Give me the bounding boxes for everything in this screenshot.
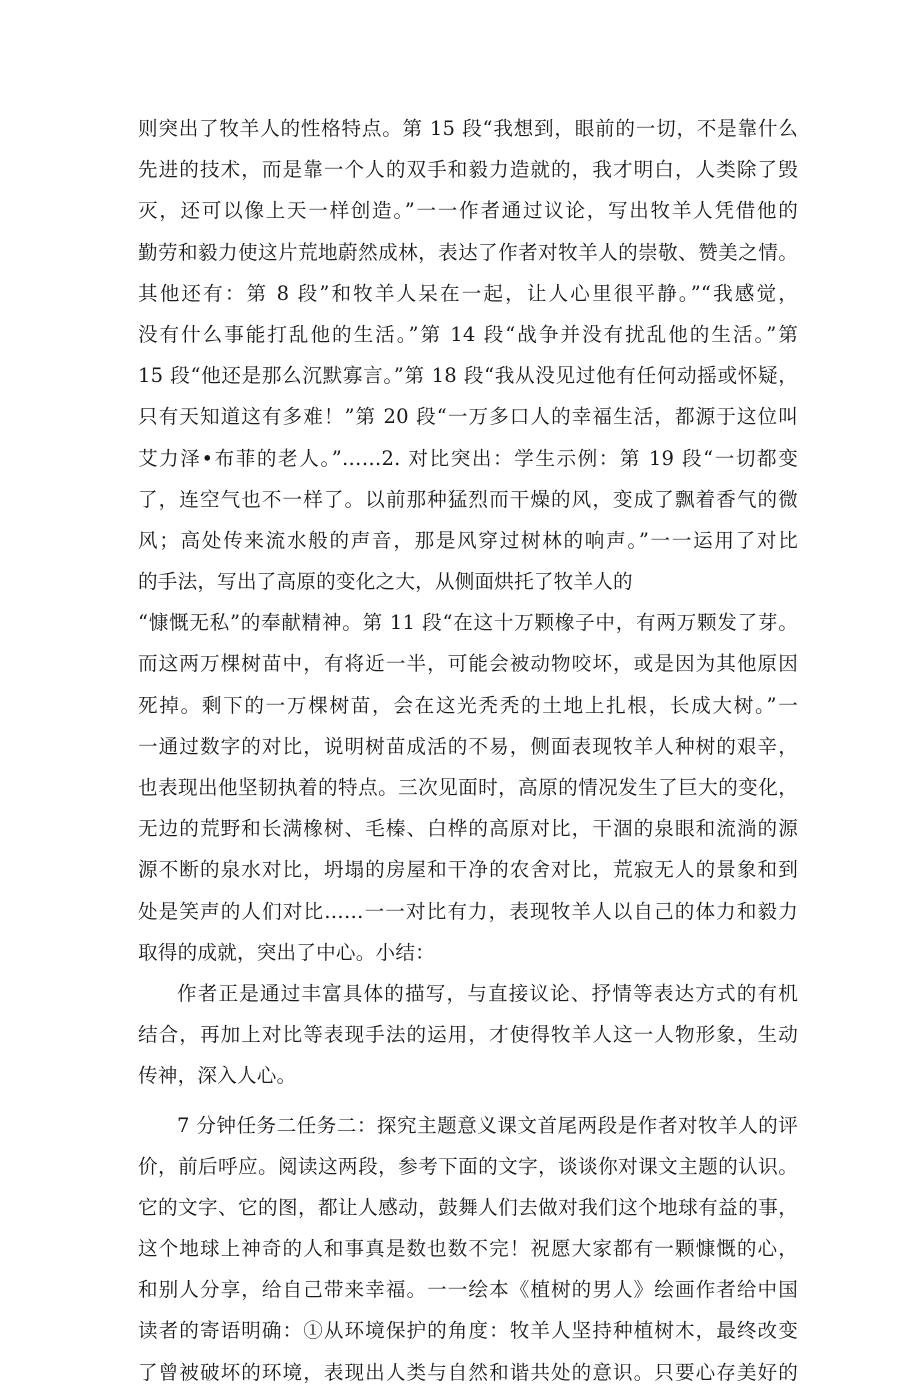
text-line: 取得的成就，突出了中心。小结： xyxy=(138,940,435,964)
document-body xyxy=(138,108,798,1393)
text-line: 只有天知道这有多难！”第 20 段“一万多口人的幸福生活，都源于这位叫 xyxy=(138,405,798,429)
text-line: 了，连空气也不一样了。以前那种猛烈而干燥的风，变成了飘着香气的微 xyxy=(138,487,798,511)
text-line: 无边的荒野和长满橡树、毛榛、白桦的高原对比，干涸的泉眼和流淌的源 xyxy=(138,817,798,841)
text-line: 风；高处传来流水般的声音，那是风穿过树林的响声。”一一运用了对比 xyxy=(138,528,798,552)
text-line: 一通过数字的对比，说明树苗成活的不易，侧面表现牧羊人种树的艰辛， xyxy=(138,734,798,758)
text-line: 死掉。剩下的一万棵树苗，会在这光秃秃的土地上扎根，长成大树。”一 xyxy=(138,693,798,717)
paragraph-gap xyxy=(138,1097,798,1105)
text-line: 艾力泽•布菲的老人。”……2. 对比突出：学生示例：第 19 段“一切都变 xyxy=(138,446,798,470)
text-line: 也表现出他坚韧执着的特点。三次见面时，高原的情况发生了巨大的变化， xyxy=(138,776,798,799)
text-line: 先进的技术，而是靠一个人的双手和毅力造就的，我才明白，人类除了毁 xyxy=(138,158,798,182)
text-line: 作者正是通过丰富具体的描写，与直接议论、抒情等表达方式的有机 xyxy=(177,981,798,1005)
text-line: 源不断的泉水对比，坍塌的房屋和干净的农舍对比，荒寂无人的景象和到 xyxy=(138,858,798,882)
text-line: 勤劳和毅力使这片荒地蔚然成林，表达了作者对牧羊人的崇敬、赞美之情。 xyxy=(138,240,798,264)
text-line: 它的文字、它的图，都让人感动，鼓舞人们去做对我们这个地球有益的事， xyxy=(138,1195,798,1219)
text-line: “慷慨无私”的奉献精神。第 11 段“在这十万颗橡子中，有两万颗发了芽。 xyxy=(138,611,798,635)
paragraph-task-two xyxy=(138,1105,798,1393)
text-line: 没有什么事能打乱他的生活。”第 14 段“战争并没有扰乱他的生活。”第 xyxy=(138,322,798,346)
text-line: 这个地球上神奇的人和事真是数也数不完！祝愿大家都有一颗慷慨的心， xyxy=(138,1237,798,1261)
text-line: 则突出了牧羊人的性格特点。第 15 段“我想到，眼前的一切，不是靠什么 xyxy=(138,117,798,140)
text-line: 读者的寄语明确：①从环境保护的角度：牧羊人坚持种植树木，最终改变 xyxy=(138,1319,798,1343)
text-line: 其他还有：第 8 段”和牧羊人呆在一起，让人心里很平静。”“我感觉， xyxy=(138,281,798,305)
text-line: 的手法，写出了高原的变化之大，从侧面烘托了牧羊人的 xyxy=(138,570,633,594)
text-line: 灭，还可以像上天一样创造。”一一作者通过议论，写出牧羊人凭借他的 xyxy=(138,199,798,223)
text-line: 处是笑声的人们对比……一一对比有力，表现牧羊人以自己的体力和毅力 xyxy=(138,899,798,923)
text-line: 了曾被破坏的环境，表现出人类与自然和谐共处的意识。只要心存美好的 xyxy=(138,1360,798,1384)
text-line: 价，前后呼应。阅读这两段，参考下面的文字，谈谈你对课文主题的认识。 xyxy=(138,1154,798,1178)
text-line: 和别人分享，给自己带来幸福。一一绘本《植树的男人》绘画作者给中国 xyxy=(138,1278,798,1302)
text-line: 而这两万棵树苗中，有将近一半，可能会被动物咬坏，或是因为其他原因 xyxy=(138,652,798,676)
text-line: 传神，深入人心。 xyxy=(138,1064,297,1088)
paragraph-summary xyxy=(138,973,798,1097)
text-line: 15 段“他还是那么沉默寡言。”第 18 段“我从没见过他有任何动摇或怀疑， xyxy=(138,364,798,388)
text-line: 结合，再加上对比等表现手法的运用，才使得牧羊人这一人物形象，生动 xyxy=(138,1023,798,1047)
paragraph-analysis xyxy=(138,108,798,973)
text-line: 7 分钟任务二任务二：探究主题意义课文首尾两段是作者对牧羊人的评 xyxy=(177,1113,798,1137)
